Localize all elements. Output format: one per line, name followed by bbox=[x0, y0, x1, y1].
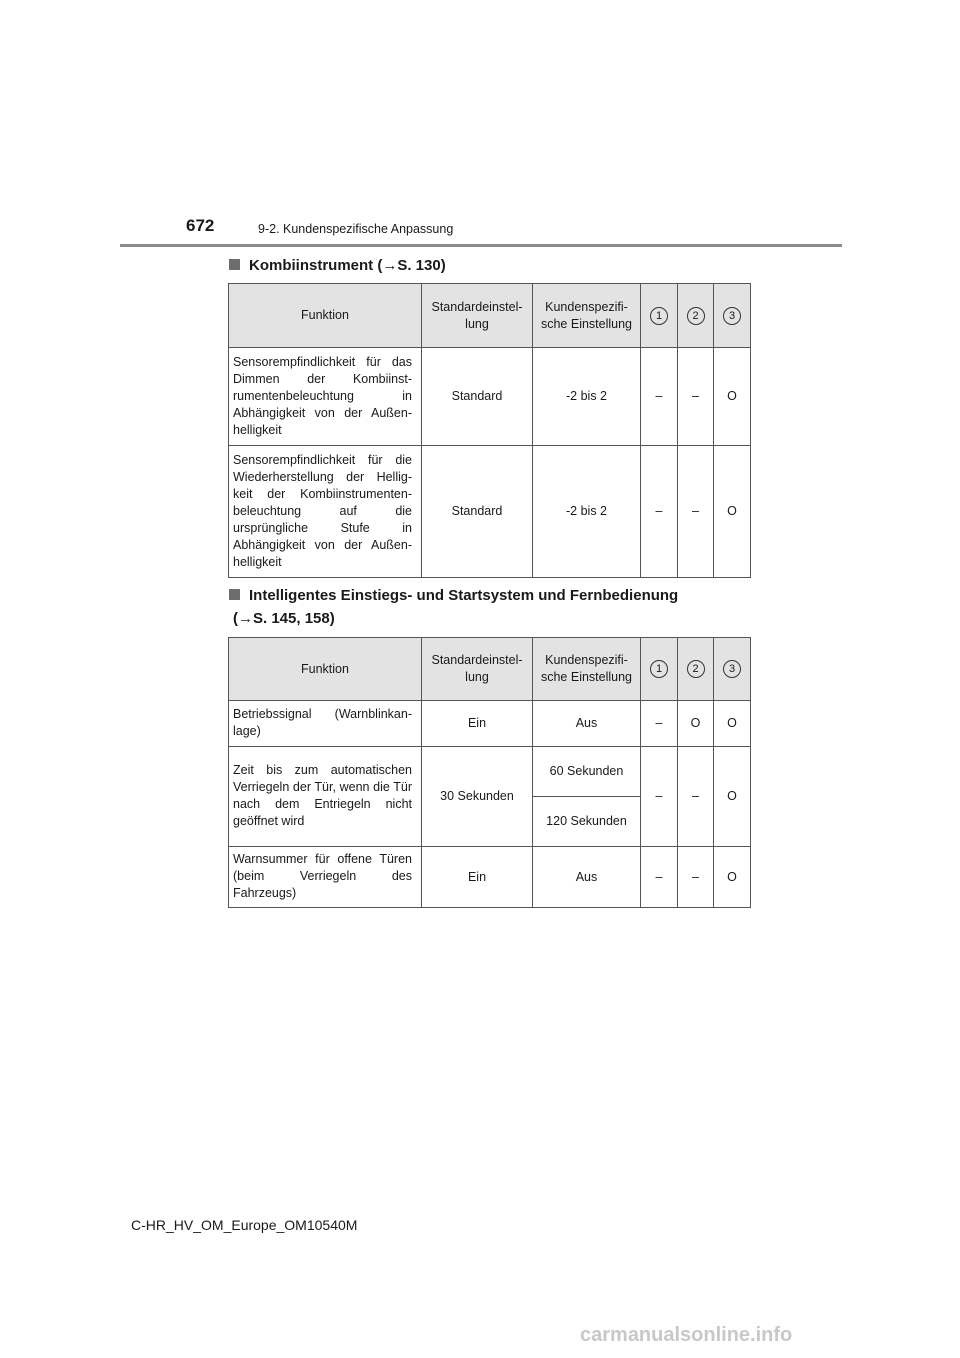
col-1 bbox=[641, 638, 678, 701]
col-funktion: Funktion bbox=[229, 284, 422, 348]
table-row bbox=[229, 701, 751, 747]
table-row bbox=[229, 446, 751, 578]
mode-1-cell: – bbox=[641, 348, 678, 446]
heading-text: Kombiinstrument (→S. 130) bbox=[249, 257, 446, 274]
section-title: 9-2. Kundenspezifische Anpassung bbox=[258, 222, 454, 236]
table-header-row bbox=[229, 638, 751, 701]
mode-3-cell: O bbox=[714, 701, 751, 747]
circled-2: 2 bbox=[687, 660, 705, 678]
mode-3-cell: O bbox=[714, 847, 751, 908]
custom-cell: Aus bbox=[533, 701, 641, 747]
mode-3-cell: O bbox=[714, 348, 751, 446]
table-einstiegssystem bbox=[228, 637, 751, 908]
col-2 bbox=[678, 638, 714, 701]
heading-kombiinstrument bbox=[229, 254, 446, 277]
col-2 bbox=[678, 284, 714, 348]
custom-cell: -2 bis 2 bbox=[533, 446, 641, 578]
custom-cell: 60 Sekunden bbox=[533, 747, 641, 797]
function-cell: Sensorempfindlichkeit für die Wiederherstellung der Hellig-keit der Kombiinstrumenten-beleuchtung auf die ursprüngliche Stufe in Abhängigkeit von der Außen-helligkeit bbox=[229, 446, 422, 578]
table-row bbox=[229, 747, 751, 797]
custom-cell: Aus bbox=[533, 847, 641, 908]
square-bullet-icon bbox=[229, 589, 240, 600]
mode-2-cell: – bbox=[678, 747, 714, 847]
page-number: 672 bbox=[186, 216, 215, 235]
custom-cell: -2 bis 2 bbox=[533, 348, 641, 446]
header-rule bbox=[120, 244, 842, 247]
col-3 bbox=[714, 638, 751, 701]
col-custom: Kundenspezifi-sche Einstellung bbox=[533, 638, 641, 701]
mode-2-cell: O bbox=[678, 701, 714, 747]
col-standard: Standardeinstel-lung bbox=[422, 638, 533, 701]
mode-2-cell: – bbox=[678, 348, 714, 446]
mode-1-cell: – bbox=[641, 847, 678, 908]
function-cell: Zeit bis zum automatischen Verriegeln der Tür, wenn die Tür nach dem Entriegeln nicht geöffnet wird bbox=[229, 747, 422, 847]
function-cell: Betriebssignal (Warnblinkan-lage) bbox=[229, 701, 422, 747]
heading-einstiegssystem bbox=[229, 584, 678, 630]
table-row bbox=[229, 348, 751, 446]
mode-1-cell: – bbox=[641, 701, 678, 747]
watermark: carmanualsonline.info bbox=[580, 1324, 793, 1346]
mode-3-cell: O bbox=[714, 747, 751, 847]
col-standard: Standardeinstel-lung bbox=[422, 284, 533, 348]
col-3 bbox=[714, 284, 751, 348]
heading-text: Intelligentes Einstiegs- und Startsystem und Fernbedienung bbox=[249, 587, 679, 604]
mode-1-cell: – bbox=[641, 747, 678, 847]
default-cell: 30 Sekunden bbox=[422, 747, 533, 847]
table-row bbox=[229, 847, 751, 908]
mode-1-cell: – bbox=[641, 446, 678, 578]
circled-1: 1 bbox=[650, 307, 668, 325]
heading-reference: (→S. 145, 158) bbox=[233, 610, 335, 627]
col-funktion: Funktion bbox=[229, 638, 422, 701]
default-cell: Ein bbox=[422, 701, 533, 747]
function-cell: Sensorempfindlichkeit für das Dimmen der Kombiinst-rumentenbeleuchtung in Abhängigkeit von der Außen-helligkeit bbox=[229, 348, 422, 446]
mode-3-cell: O bbox=[714, 446, 751, 578]
col-1 bbox=[641, 284, 678, 348]
document-code: C-HR_HV_OM_Europe_OM10540M bbox=[131, 1217, 358, 1233]
circled-3: 3 bbox=[723, 660, 741, 678]
function-cell: Warnsummer für offene Türen (beim Verriegeln des Fahrzeugs) bbox=[229, 847, 422, 908]
square-bullet-icon bbox=[229, 259, 240, 270]
col-custom: Kundenspezifi-sche Einstellung bbox=[533, 284, 641, 348]
circled-3: 3 bbox=[723, 307, 741, 325]
default-cell: Ein bbox=[422, 847, 533, 908]
table-header-row bbox=[229, 284, 751, 348]
circled-2: 2 bbox=[687, 307, 705, 325]
circled-1: 1 bbox=[650, 660, 668, 678]
default-cell: Standard bbox=[422, 348, 533, 446]
mode-2-cell: – bbox=[678, 446, 714, 578]
mode-2-cell: – bbox=[678, 847, 714, 908]
default-cell: Standard bbox=[422, 446, 533, 578]
custom-cell: 120 Sekunden bbox=[533, 797, 641, 847]
table-kombiinstrument bbox=[228, 283, 751, 578]
